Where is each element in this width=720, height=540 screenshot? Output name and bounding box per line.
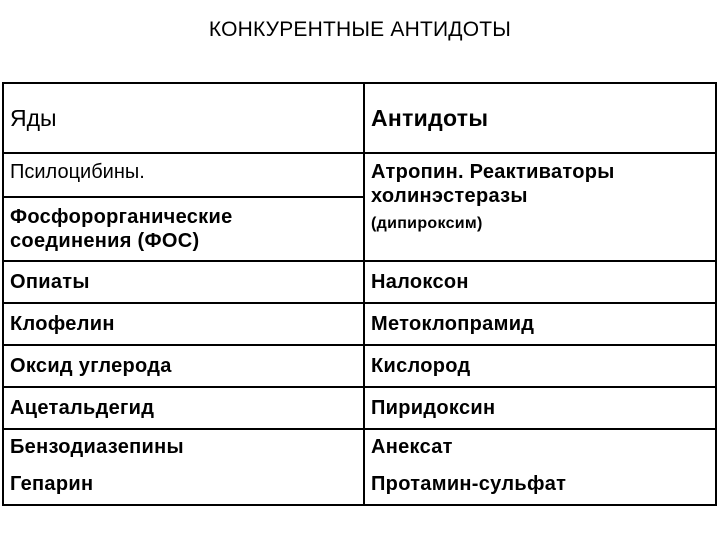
antidote-line: Атропин. Реактиваторы	[371, 161, 615, 183]
header-poisons: Яды	[3, 83, 364, 153]
poison-cell	[3, 197, 364, 261]
table-row	[3, 261, 716, 303]
table-row	[3, 387, 716, 429]
poison-cell: Ацетальдегид	[3, 387, 364, 429]
header-antidotes: Антидоты	[364, 83, 716, 153]
poison-cell: Опиаты	[3, 261, 364, 303]
table-header-row	[3, 83, 716, 153]
antidote-cell: Метоклопрамид	[364, 303, 716, 345]
antidote-cell: Пиридоксин	[364, 387, 716, 429]
page-title: КОНКУРЕНТНЫЕ АНТИДОТЫ	[208, 18, 512, 41]
antidote-note: (дипироксим)	[371, 215, 483, 232]
table-row	[3, 345, 716, 387]
antidote-cell: Протамин-сульфат	[364, 463, 716, 505]
antidote-cell-shared	[364, 153, 716, 261]
antidote-cell: Кислород	[364, 345, 716, 387]
antidote-cell: Налоксон	[364, 261, 716, 303]
table-row	[3, 153, 716, 197]
table-row	[3, 429, 716, 463]
poison-cell: Бензодиазепины	[3, 429, 364, 463]
antidote-line: холинэстеразы	[371, 185, 528, 207]
poison-cell: Оксид углерода	[3, 345, 364, 387]
poison-cell: Клофелин	[3, 303, 364, 345]
table-row	[3, 463, 716, 505]
poison-line: Фосфорорганические	[10, 206, 233, 228]
table-row	[3, 303, 716, 345]
poison-line: соединения (ФОС)	[10, 230, 200, 252]
antidotes-table	[2, 82, 717, 506]
antidote-cell: Анексат	[364, 429, 716, 463]
poison-cell: Гепарин	[3, 463, 364, 505]
poison-cell: Псилоцибины.	[3, 153, 364, 197]
